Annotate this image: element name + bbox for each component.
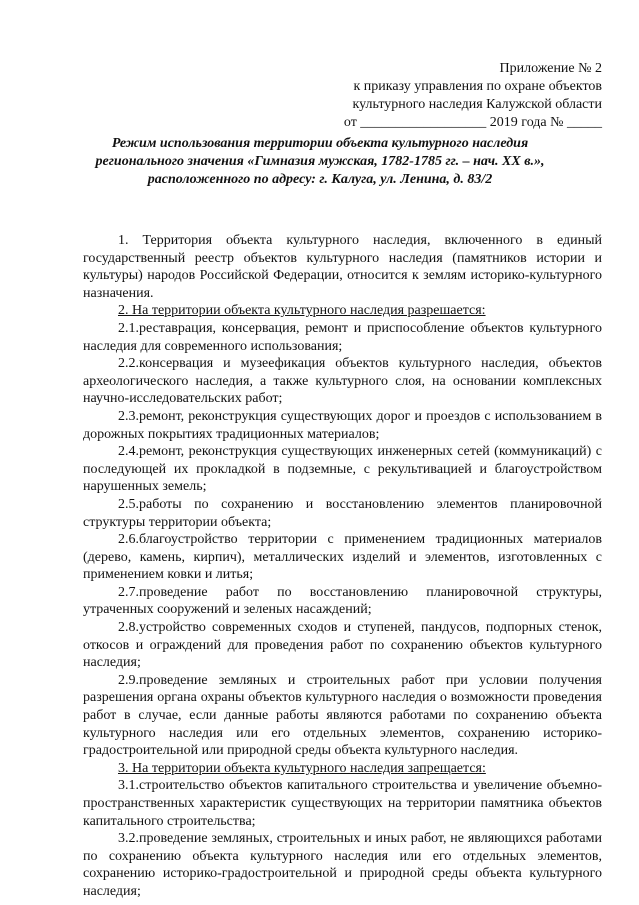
- paragraph-2-3: 2.3.ремонт, реконструкция существующих дорог и проездов с использованием в дорожных покрытиях традиционных материалов;: [83, 408, 602, 442]
- paragraph-1: 1. Территория объекта культурного наследия, включенного в единый государственный реестр объектов культурного наследия (памятников истории и культуры) народов Российской Федерации, относится к землям историко-культурного назначения.: [83, 233, 602, 301]
- paragraph-2-8: 2.8.устройство современных сходов и ступеней, пандусов, подпорных стенок, откосов и ограждений для проведения работ по сохранению объектов культурного наследия;: [83, 620, 602, 671]
- attachment-date-number: от __________________ 2019 года № _____: [343, 115, 602, 130]
- section-3-heading-text: 3. На территории объекта культурного наследия запрещается:: [118, 760, 486, 776]
- paragraph-2-1: 2.1.реставрация, консервация, ремонт и приспособление объектов культурного наследия для современного использования;: [83, 320, 602, 354]
- document-body: [83, 232, 602, 901]
- attachment-block: [342, 60, 602, 132]
- section-2-heading-text: 2. На территории объекта культурного наследия разрешается:: [118, 303, 486, 319]
- paragraph-2-9: 2.9.проведение земляных и строительных работ при условии получения разрешения органа охраны объектов культурного наследия о возможности проведения работ в случае, если данные работы являются работами по сохранению объекта культурного наследия или его отдельных элементов, сохранению историко-градостроительной или природной среды объекта культурного наследия.: [83, 672, 602, 759]
- paragraph-2-5: 2.5.работы по сохранению и восстановлению элементов планировочной структуры территории объекта;: [83, 496, 602, 530]
- section-3-heading: [83, 760, 602, 778]
- paragraph-2-4: 2.4.ремонт, реконструкция существующих инженерных сетей (коммуникаций) с последующей их прокладкой в подземные, с рекультивацией и благоустройством нарушенных земель;: [83, 444, 602, 495]
- section-2-heading: [83, 302, 602, 320]
- paragraph-2-7: 2.7.проведение работ по восстановлению планировочной структуры, утраченных сооружений и зеленых насаждений;: [83, 584, 602, 618]
- attachment-authority: культурного наследия Калужской области: [352, 97, 602, 112]
- paragraph-3-1: 3.1.строительство объектов капитального строительства и увеличение объемно-пространственных характеристик существующих на территории памятника объектов капитального строительства;: [83, 778, 602, 829]
- document-title: Режим использования территории объекта культурного наследия регионального значения «Гимназия мужская, 1782-1785 гг. – нач. XX в.», расположенного по адресу: г. Калуга, ул. Ленина, д. 83/2: [95, 136, 545, 187]
- paragraph-2-2: 2.2.консервация и музеефикация объектов культурного наследия, объектов археологического наследия, а также культурного слоя, на основании комплексных научно-исследовательских работ;: [83, 356, 602, 407]
- paragraph-3-2: 3.2.проведение земляных, строительных и иных работ, не являющихся работами по сохранению объекта культурного наследия или его отдельных элементов, сохранению историко-градостроительной и природной среды объекта культурного наследия;: [83, 831, 602, 899]
- attachment-order-ref: к приказу управления по охране объектов: [353, 79, 602, 94]
- attachment-number: Приложение № 2: [499, 61, 602, 76]
- paragraph-2-6: 2.6.благоустройство территории с применением традиционных материалов (дерево, камень, кирпич), металлических изделий и элементов, изготовленных с применением ковки и литья;: [83, 532, 602, 583]
